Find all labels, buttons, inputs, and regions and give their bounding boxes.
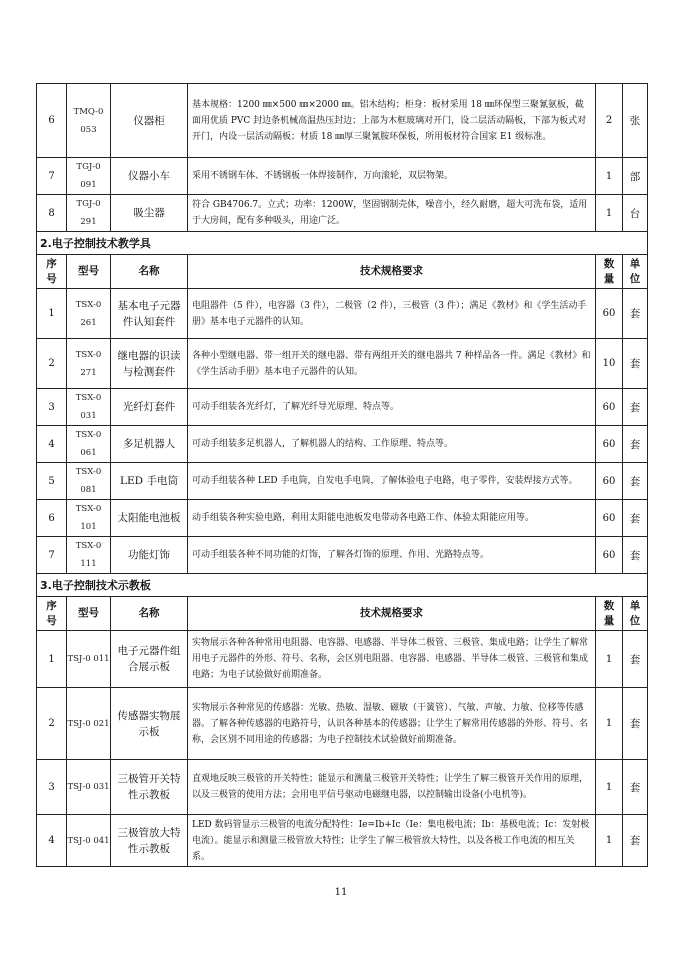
row-number: 6 bbox=[37, 500, 67, 537]
header-name: 名称 bbox=[111, 597, 188, 631]
item-spec: 可动手组装各光纤灯，了解光纤导光原理、特点等。 bbox=[188, 389, 596, 426]
item-unit: 套 bbox=[623, 500, 648, 537]
model-code: TSJ-0 031 bbox=[67, 760, 111, 815]
row-number: 4 bbox=[37, 815, 67, 867]
item-quantity: 1 bbox=[596, 158, 623, 195]
header-number: 序号 bbox=[37, 255, 67, 289]
item-name: 光纤灯套件 bbox=[111, 389, 188, 426]
header-number: 序号 bbox=[37, 597, 67, 631]
header-quantity: 数量 bbox=[596, 597, 623, 631]
table-row bbox=[37, 760, 648, 815]
item-unit: 套 bbox=[623, 537, 648, 574]
item-unit: 套 bbox=[623, 389, 648, 426]
row-number: 8 bbox=[37, 195, 67, 232]
header-spec: 技术规格要求 bbox=[188, 597, 596, 631]
item-quantity: 60 bbox=[596, 389, 623, 426]
item-spec: 实物展示各种各种常用电阻器、电容器、电感器、半导体二极管、三极管、集成电路；让学生了解常用电子元器件的外形、符号、名称，会区别电阻器、电容器、电感器、半导体二极管、三极管和集成电路；为电子试验做好前期准备。 bbox=[188, 631, 596, 688]
item-quantity: 1 bbox=[596, 688, 623, 760]
item-spec: 可动手组装多足机器人，了解机器人的结构、工作原理、特点等。 bbox=[188, 426, 596, 463]
table-row bbox=[37, 289, 648, 339]
section-title: 2.电子控制技术教学具 bbox=[37, 232, 648, 255]
item-spec: 动手组装各种实验电路，利用太阳能电池板发电带动各电路工作、体验太阳能应用等。 bbox=[188, 500, 596, 537]
item-spec: 各种小型继电器、带一组开关的继电器、带有两组开关的继电器共 7 种样品各一件。满足《教材》和《学生活动手册》基本电子元器件的认知。 bbox=[188, 339, 596, 389]
equipment-spec-page bbox=[36, 83, 647, 867]
item-unit: 套 bbox=[623, 688, 648, 760]
table-row bbox=[37, 84, 648, 158]
model-code: TSX-0 061 bbox=[67, 426, 111, 463]
header-unit: 单位 bbox=[623, 255, 648, 289]
item-spec: 直观地反映三极管的开关特性；能显示和测量三极管开关特性；让学生了解三极管开关作用的原理，以及三极管的使用方法；会用电平信号驱动电磁继电器，以控制输出设备(小电机等)。 bbox=[188, 760, 596, 815]
item-name: 电子元器件组合展示板 bbox=[111, 631, 188, 688]
table-row bbox=[37, 815, 648, 867]
table-row bbox=[37, 463, 648, 500]
table-row bbox=[37, 339, 648, 389]
item-name: 太阳能电池板 bbox=[111, 500, 188, 537]
row-number: 1 bbox=[37, 289, 67, 339]
row-number: 2 bbox=[37, 688, 67, 760]
row-number: 6 bbox=[37, 84, 67, 158]
spec-table bbox=[36, 83, 648, 867]
table-row bbox=[37, 195, 648, 232]
model-code: TSX-0 111 bbox=[67, 537, 111, 574]
table-row bbox=[37, 537, 648, 574]
spec-table-body bbox=[37, 84, 648, 867]
item-quantity: 1 bbox=[596, 631, 623, 688]
table-row bbox=[37, 500, 648, 537]
header-model: 型号 bbox=[67, 597, 111, 631]
header-unit: 单位 bbox=[623, 597, 648, 631]
row-number: 4 bbox=[37, 426, 67, 463]
model-code: TSX-0 031 bbox=[67, 389, 111, 426]
row-number: 7 bbox=[37, 158, 67, 195]
item-quantity: 2 bbox=[596, 84, 623, 158]
section-title-row bbox=[37, 232, 648, 255]
item-unit: 套 bbox=[623, 463, 648, 500]
item-name: 吸尘器 bbox=[111, 195, 188, 232]
model-code: TSX-0 101 bbox=[67, 500, 111, 537]
item-spec: 基本规格：1200 ㎜×500 ㎜×2000 ㎜。铝木结构；柜身：板材采用 18 ㎜环保型三聚氰氨板，截面用优质 PVC 封边条机械高温热压封边；上部为木框玻璃对开门，设二层活动隔板，下部为板式对开门，内设一层活动隔板；材质 18 ㎜厚三聚氰胺环保板，所用板材符合国家 E1 级标准。 bbox=[188, 84, 596, 158]
item-unit: 套 bbox=[623, 631, 648, 688]
header-name: 名称 bbox=[111, 255, 188, 289]
item-name: 功能灯饰 bbox=[111, 537, 188, 574]
table-row bbox=[37, 631, 648, 688]
item-unit: 台 bbox=[623, 195, 648, 232]
table-header-row bbox=[37, 597, 648, 631]
model-code: TSJ-0 041 bbox=[67, 815, 111, 867]
item-quantity: 1 bbox=[596, 195, 623, 232]
item-quantity: 60 bbox=[596, 537, 623, 574]
item-unit: 套 bbox=[623, 815, 648, 867]
row-number: 7 bbox=[37, 537, 67, 574]
row-number: 1 bbox=[37, 631, 67, 688]
item-name: 三极管开关特性示教板 bbox=[111, 760, 188, 815]
table-row bbox=[37, 426, 648, 463]
table-header-row bbox=[37, 255, 648, 289]
item-spec: 可动手组装各种不同功能的灯饰，了解各灯饰的原理、作用、光路特点等。 bbox=[188, 537, 596, 574]
table-row bbox=[37, 688, 648, 760]
item-quantity: 60 bbox=[596, 426, 623, 463]
item-unit: 套 bbox=[623, 426, 648, 463]
row-number: 2 bbox=[37, 339, 67, 389]
item-unit: 套 bbox=[623, 339, 648, 389]
table-row bbox=[37, 389, 648, 426]
item-name: 三极管放大特性示教板 bbox=[111, 815, 188, 867]
item-quantity: 10 bbox=[596, 339, 623, 389]
item-name: LED 手电筒 bbox=[111, 463, 188, 500]
table-row bbox=[37, 158, 648, 195]
item-spec: 实物展示各种常见的传感器：光敏、热敏、湿敏、磁敏（干簧管）、气敏、声敏、力敏、位移等传感器。了解各种传感器的电路符号，认识各种基本的传感器；让学生了解常用传感器的外形、符号、名称，会区别不同用途的传感器；为电子控制技术试验做好前期准备。 bbox=[188, 688, 596, 760]
model-code: TSX-0 271 bbox=[67, 339, 111, 389]
row-number: 3 bbox=[37, 760, 67, 815]
model-code: TSX-0 081 bbox=[67, 463, 111, 500]
item-name: 继电器的识读与检测套件 bbox=[111, 339, 188, 389]
item-unit: 套 bbox=[623, 760, 648, 815]
row-number: 5 bbox=[37, 463, 67, 500]
item-spec: 采用不锈钢车体、不锈钢板一体焊接制作，万向滚轮，双层物架。 bbox=[188, 158, 596, 195]
item-name: 仪器小车 bbox=[111, 158, 188, 195]
item-quantity: 60 bbox=[596, 463, 623, 500]
header-quantity: 数量 bbox=[596, 255, 623, 289]
item-name: 仪器柜 bbox=[111, 84, 188, 158]
section-title: 3.电子控制技术示教板 bbox=[37, 574, 648, 597]
item-spec: 可动手组装各种 LED 手电筒，自发电手电筒，了解体验电子电路，电子零件，安装焊接方式等。 bbox=[188, 463, 596, 500]
item-quantity: 60 bbox=[596, 289, 623, 339]
item-spec: 符合 GB4706.7。立式；功率：1200W，坚固钢制壳体，噪音小，经久耐磨，超大可洗布袋，适用于大房间，配有多种吸头，用途广泛。 bbox=[188, 195, 596, 232]
item-spec: LED 数码管显示三极管的电流分配特性：Ie=Ib+Ic（Ie：集电极电流；Ib：基极电流；Ic：发射极电流）。能显示和测量三极管放大特性；让学生了解三极管放大特性，以及各极工作电流的相互关系。 bbox=[188, 815, 596, 867]
model-code: TMQ-0 053 bbox=[67, 84, 111, 158]
model-code: TSX-0 261 bbox=[67, 289, 111, 339]
header-model: 型号 bbox=[67, 255, 111, 289]
item-quantity: 1 bbox=[596, 815, 623, 867]
row-number: 3 bbox=[37, 389, 67, 426]
model-code: TSJ-0 021 bbox=[67, 688, 111, 760]
item-unit: 部 bbox=[623, 158, 648, 195]
item-name: 基本电子元器件认知套件 bbox=[111, 289, 188, 339]
item-quantity: 60 bbox=[596, 500, 623, 537]
page-number: 11 bbox=[334, 887, 348, 898]
model-code: TGJ-0 091 bbox=[67, 158, 111, 195]
item-spec: 电阻器件（5 件），电容器（3 件），二极管（2 件），三极管（3 件）；满足《教材》和《学生活动手册》基本电子元器件的认知。 bbox=[188, 289, 596, 339]
header-spec: 技术规格要求 bbox=[188, 255, 596, 289]
item-unit: 套 bbox=[623, 289, 648, 339]
model-code: TGJ-0 291 bbox=[67, 195, 111, 232]
model-code: TSJ-0 011 bbox=[67, 631, 111, 688]
item-name: 多足机器人 bbox=[111, 426, 188, 463]
section-title-row bbox=[37, 574, 648, 597]
item-name: 传感器实物展示板 bbox=[111, 688, 188, 760]
item-unit: 张 bbox=[623, 84, 648, 158]
item-quantity: 1 bbox=[596, 760, 623, 815]
